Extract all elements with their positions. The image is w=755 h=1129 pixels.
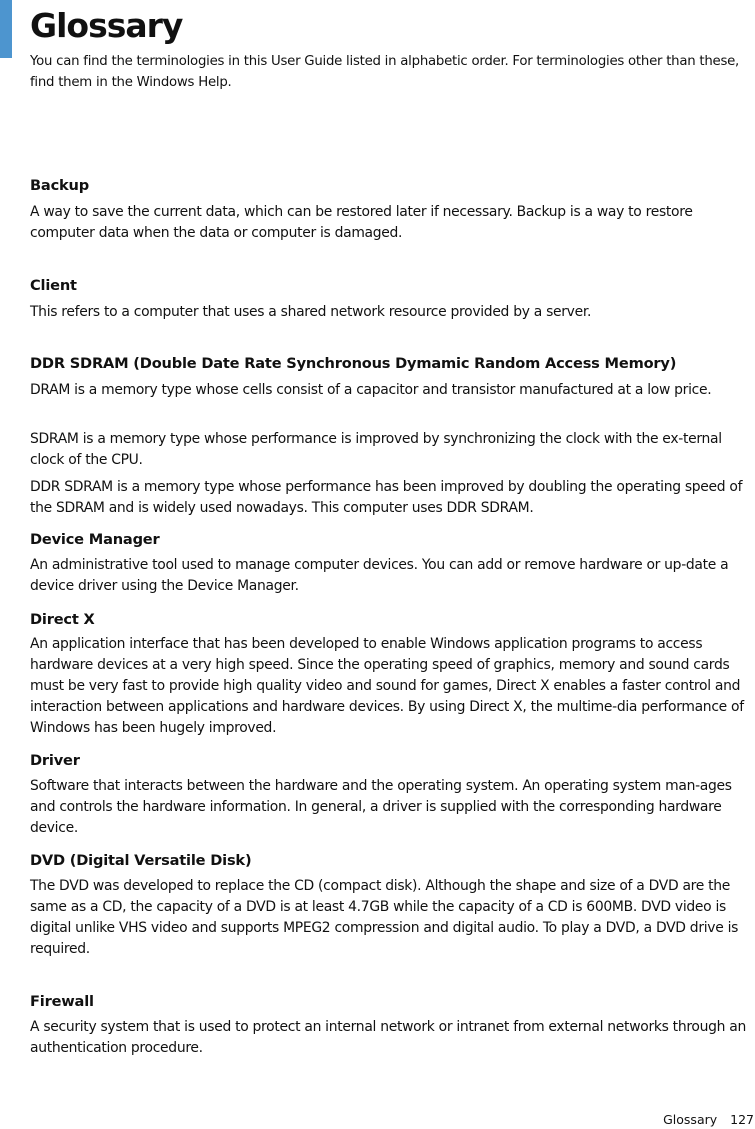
page-footer — [663, 1112, 754, 1127]
term-heading: Firewall — [30, 993, 94, 1010]
page-number: 127 — [730, 1112, 754, 1127]
term-definition: Software that interacts between the hardware and the operating system. An operating system man-ages and controls the hardware information. In general, a driver is supplied with the corresponding hardware device. — [30, 778, 732, 836]
term-heading: Client — [30, 277, 77, 294]
term-heading: Direct X — [30, 611, 95, 628]
section-accent-bar — [0, 0, 12, 58]
term-definition: A security system that is used to protect an internal network or intranet from external networks through an authentication procedure. — [30, 1019, 746, 1056]
term-definition: An application interface that has been developed to enable Windows application programs to access hardware devices at a very high speed. Since the operating speed of graphics, memory and sound cards must be very fast to provide high quality video and sound for games, Direct X enables a faster control and interaction between applications and hardware devices. By using Direct X, the multime-dia performance of Windows has been hugely improved. — [30, 636, 744, 736]
term-definition: DRAM is a memory type whose cells consist of a capacitor and transistor manufactured at a low price. — [30, 382, 712, 398]
term-heading: DDR SDRAM (Double Date Rate Synchronous Dymamic Random Access Memory) — [30, 355, 677, 372]
term-definition: SDRAM is a memory type whose performance is improved by synchronizing the clock with the ex-ternal clock of the CPU. — [30, 431, 722, 468]
term-heading: DVD (Digital Versatile Disk) — [30, 852, 252, 869]
footer-section-label: Glossary — [663, 1112, 718, 1127]
term-definition: This refers to a computer that uses a shared network resource provided by a server. — [30, 304, 592, 320]
term-heading: Backup — [30, 177, 89, 194]
term-heading: Device Manager — [30, 531, 160, 548]
term-definition: A way to save the current data, which can be restored later if necessary. Backup is a way to restore computer data when the data or computer is damaged. — [30, 204, 693, 241]
term-definition: DDR SDRAM is a memory type whose performance has been improved by doubling the operating speed of the SDRAM and is widely used nowadays. This computer uses DDR SDRAM. — [30, 479, 743, 516]
term-definition: An administrative tool used to manage computer devices. You can add or remove hardware or up-date a device driver using the Device Manager. — [30, 557, 729, 594]
term-definition: The DVD was developed to replace the CD (compact disk). Although the shape and size of a DVD are the same as a CD, the capacity of a DVD is at least 4.7GB while the capacity of a CD is 600MB. DVD video is digital unlike VHS video and supports MPEG2 compression and digital audio. To play a DVD, a DVD drive is required. — [30, 878, 739, 957]
page-title: Glossary — [30, 6, 183, 45]
intro-text: You can find the terminologies in this User Guide listed in alphabetic order. For terminologies other than these, find them in the Windows Help. — [30, 54, 740, 90]
term-heading: Driver — [30, 752, 80, 769]
